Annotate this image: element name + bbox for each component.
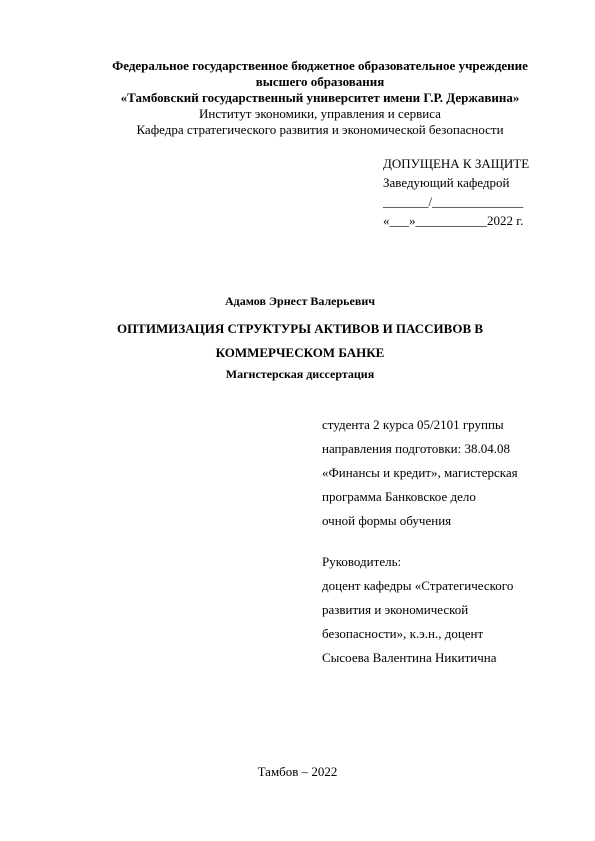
city-year: Тамбов – 2022 bbox=[257, 764, 338, 779]
student-specialty: «Финансы и кредит», магистерская bbox=[322, 465, 518, 480]
student-study-form: очной формы обучения bbox=[322, 513, 452, 528]
header-line-ministry: Федеральное государственное бюджетное образовательное учреждение bbox=[112, 58, 528, 73]
student-info bbox=[322, 413, 518, 533]
header-line-department: Кафедра стратегического развития и экономической безопасности bbox=[136, 122, 504, 137]
approval-title: ДОПУЩЕНА К ЗАЩИТЕ bbox=[383, 156, 530, 171]
supervisor-position-1: доцент кафедры «Стратегического bbox=[322, 578, 514, 593]
approval-block bbox=[383, 154, 529, 230]
student-direction: направления подготовки: 38.04.08 bbox=[322, 441, 510, 456]
supervisor-position-3: безопасности», к.э.н., доцент bbox=[322, 626, 484, 641]
approval-signature-line: _______/______________ bbox=[383, 194, 524, 209]
supervisor-info bbox=[322, 550, 513, 670]
institution-header bbox=[60, 58, 580, 138]
author-name: Адамов Эрнест Валерьевич bbox=[224, 294, 376, 308]
supervisor-position-2: развития и экономической bbox=[322, 602, 469, 617]
approval-head-of-department: Заведующий кафедрой bbox=[383, 175, 510, 190]
student-course-group: студента 2 курса 05/2101 группы bbox=[322, 417, 504, 432]
topic-line-2: КОММЕРЧЕСКОМ БАНКЕ bbox=[215, 345, 385, 360]
header-line-education: высшего образования bbox=[255, 74, 385, 89]
header-line-university: «Тамбовский государственный университет имени Г.Р. Державина» bbox=[120, 90, 520, 105]
approval-date-line: «___»___________2022 г. bbox=[383, 213, 524, 228]
student-program: программа Банковское дело bbox=[322, 489, 476, 504]
supervisor-name: Сысоева Валентина Никитична bbox=[322, 650, 497, 665]
supervisor-label: Руководитель: bbox=[322, 554, 402, 569]
topic-line-1: ОПТИМИЗАЦИЯ СТРУКТУРЫ АКТИВОВ И ПАССИВОВ В bbox=[116, 321, 484, 336]
work-type: Магистерская диссертация bbox=[225, 367, 375, 381]
header-line-institute: Институт экономики, управления и сервиса bbox=[199, 106, 441, 121]
thesis-topic bbox=[40, 317, 560, 365]
